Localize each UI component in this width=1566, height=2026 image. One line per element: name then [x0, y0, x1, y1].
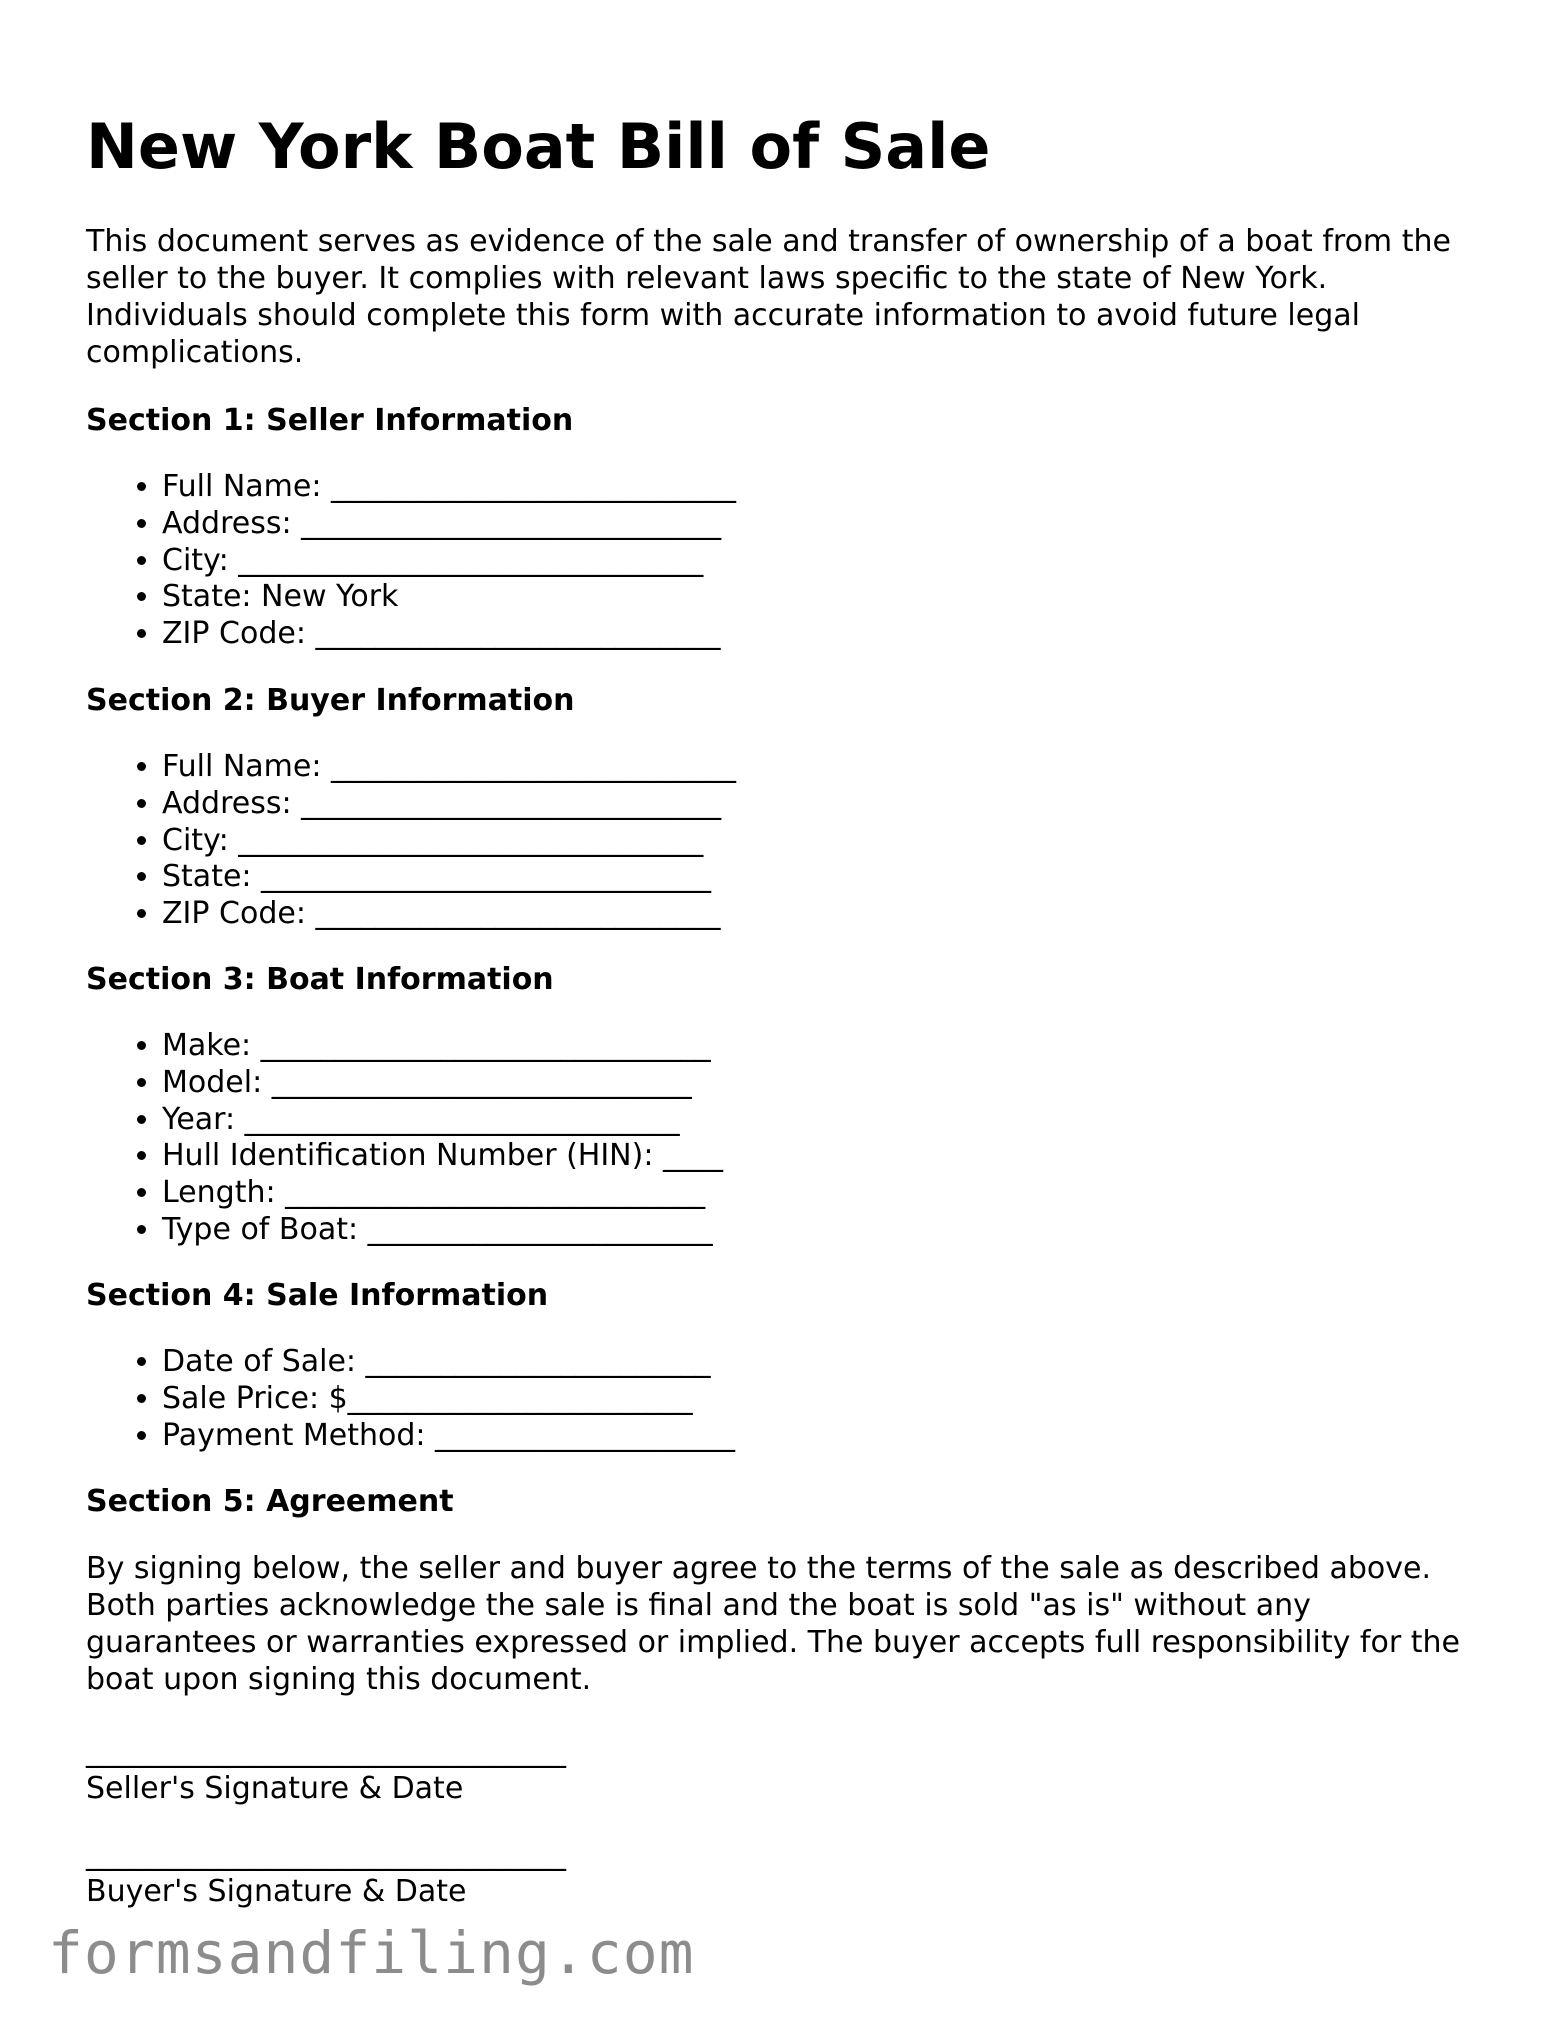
section-heading: Section 3: Boat Information — [86, 962, 554, 997]
boat-make-field: • Make: ______________________________ — [162, 1028, 1486, 1065]
buyer-full-name-field: • Full Name: ___________________________ — [162, 749, 1486, 786]
boat-year-field: • Year: _____________________________ — [162, 1102, 1486, 1139]
buyer-zip-field: • ZIP Code: ___________________________ — [162, 896, 1486, 933]
section-agreement — [86, 1483, 1486, 1698]
boat-hin-field: • Hull Identification Number (HIN): ____ — [162, 1138, 1486, 1175]
seller-signature-label: Seller's Signature & Date — [86, 1771, 464, 1806]
boat-type-field: • Type of Boat: _______________________ — [162, 1212, 1486, 1249]
section-heading: Section 1: Seller Information — [86, 403, 574, 438]
site-watermark: formsandfiling.com — [48, 1919, 695, 1987]
seller-signature-block — [86, 1733, 566, 1807]
buyer-signature-line: ________________________________ — [86, 1837, 566, 1872]
seller-full-name-field: • Full Name: ___________________________ — [162, 469, 1486, 506]
section-sale-information — [86, 1277, 1486, 1454]
seller-signature-line: ________________________________ — [86, 1734, 566, 1769]
section-buyer-information — [86, 682, 1486, 933]
boat-length-field: • Length: ____________________________ — [162, 1175, 1486, 1212]
section-seller-information — [86, 402, 1486, 653]
buyer-signature-label: Buyer's Signature & Date — [86, 1874, 467, 1909]
page-title: New York Boat Bill of Sale — [86, 110, 991, 183]
section-heading: Section 2: Buyer Information — [86, 683, 575, 718]
section-heading: Section 5: Agreement — [86, 1484, 454, 1519]
buyer-city-field: • City: _______________________________ — [162, 823, 1486, 860]
seller-state-field: • State: New York — [162, 579, 1486, 616]
buyer-field-list — [86, 749, 1486, 933]
section-heading: Section 4: Sale Information — [86, 1278, 549, 1313]
sale-date-field: • Date of Sale: _______________________ — [162, 1344, 1486, 1381]
seller-zip-field: • ZIP Code: ___________________________ — [162, 616, 1486, 653]
sale-field-list — [86, 1344, 1486, 1454]
buyer-address-field: • Address: ____________________________ — [162, 786, 1486, 823]
buyer-signature-block — [86, 1836, 566, 1910]
payment-method-field: • Payment Method: ____________________ — [162, 1418, 1486, 1455]
seller-city-field: • City: _______________________________ — [162, 543, 1486, 580]
boat-model-field: • Model: ____________________________ — [162, 1065, 1486, 1102]
section-boat-information — [86, 961, 1486, 1249]
buyer-state-field: • State: ______________________________ — [162, 859, 1486, 896]
seller-field-list — [86, 469, 1486, 653]
intro-paragraph: This document serves as evidence of the sale and transfer of ownership of a boat from the seller to the buyer. It complies with relevant laws specific to the state of New York. Individuals should complete this form with accurate information to avoid future legal complications. — [86, 224, 1451, 370]
agreement-paragraph: By signing below, the seller and buyer agree to the terms of the sale as described above. Both parties acknowledge the sale is final and the boat is sold "as is" without any guarantees or warranties expressed or implied. The buyer accepts full responsibility for the boat upon signing this document. — [86, 1551, 1460, 1697]
sale-price-field: • Sale Price: $_______________________ — [162, 1381, 1486, 1418]
boat-field-list — [86, 1028, 1486, 1249]
seller-address-field: • Address: ____________________________ — [162, 506, 1486, 543]
